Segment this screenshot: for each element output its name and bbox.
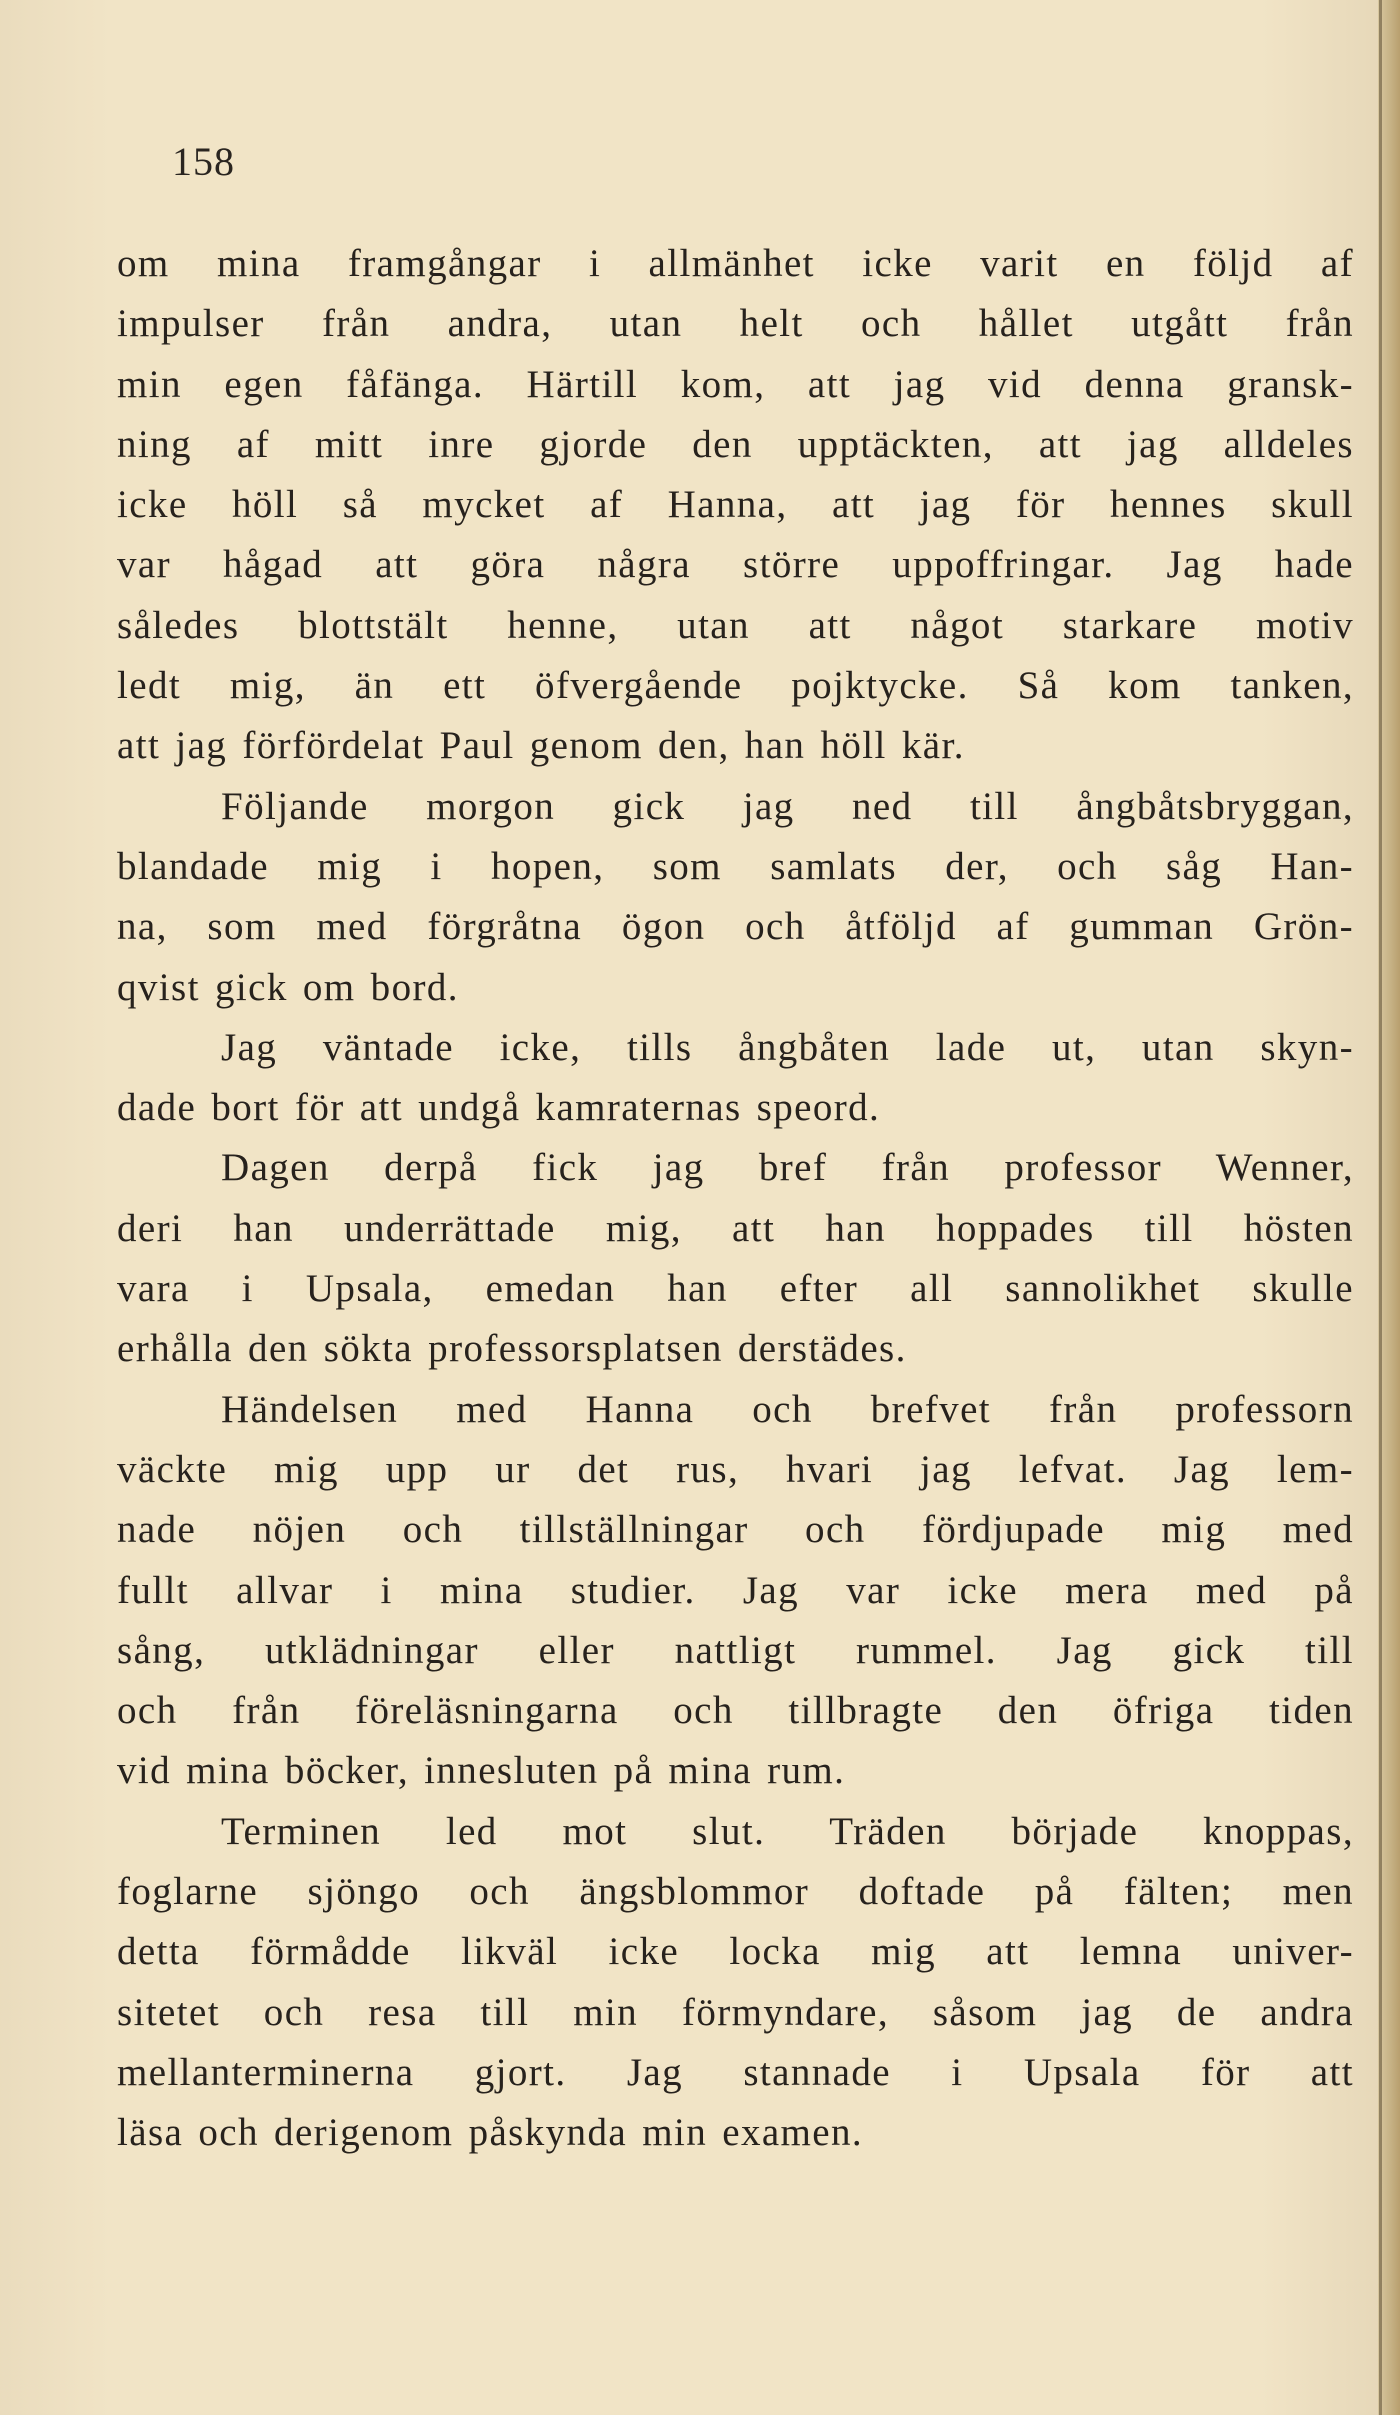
text-line: foglarne sjöngo och ängsblommor doftade på fälten; men — [117, 1870, 1354, 1914]
page-edge-line — [1379, 0, 1382, 2415]
text-line: icke höll så mycket af Hanna, att jag för hennes skull — [117, 483, 1354, 527]
text-line: erhålla den sökta professorsplatsen derstädes. — [117, 1327, 907, 1371]
text-line: vid mina böcker, innesluten på mina rum. — [117, 1749, 846, 1793]
text-line: Jag väntade icke, tills ångbåten lade ut, utan skyn- — [221, 1025, 1354, 1069]
text-line: mellanterminerna gjort. Jag stannade i Upsala för att — [117, 2050, 1354, 2094]
text-line: att jag förfördelat Paul genom den, han höll kär. — [117, 724, 965, 768]
text-line: detta förmådde likväl icke locka mig att lemna univer- — [117, 1930, 1354, 1974]
text-line: Terminen led mot slut. Träden började knoppas, — [221, 1809, 1354, 1853]
body-text — [117, 234, 1354, 2164]
text-line: fullt allvar i mina studier. Jag var icke mera med på — [117, 1568, 1354, 1612]
text-line: ning af mitt inre gjorde den upptäckten, att jag alldeles — [117, 422, 1354, 466]
text-line: deri han underrättade mig, att han hoppades till hösten — [117, 1206, 1354, 1250]
text-line: således blottstält henne, utan att något starkare motiv — [117, 603, 1354, 647]
text-line: och från föreläsningarna och tillbragte den öfriga tiden — [117, 1689, 1354, 1733]
text-line: vara i Upsala, emedan han efter all sannolikhet skulle — [117, 1267, 1354, 1311]
text-line: väckte mig upp ur det rus, hvari jag lefvat. Jag lem- — [117, 1447, 1354, 1491]
text-line: blandade mig i hopen, som samlats der, och såg Han- — [117, 844, 1354, 888]
text-line: min egen fåfänga. Härtill kom, att jag vid denna gransk- — [117, 362, 1354, 406]
page-number: 158 — [172, 139, 235, 184]
text-line: dade bort för att undgå kamraternas speord. — [117, 1086, 881, 1130]
text-line: sitetet och resa till min förmyndare, såsom jag de andra — [117, 1990, 1354, 2034]
text-line: qvist gick om bord. — [117, 965, 459, 1009]
text-line: ledt mig, än ett öfvergående pojktycke. Så kom tanken, — [117, 664, 1354, 708]
text-line: impulser från andra, utan helt och hållet utgått från — [117, 302, 1354, 346]
text-line: na, som med förgråtna ögon och åtföljd af gumman Grön- — [117, 905, 1354, 949]
text-line: nade nöjen och tillställningar och fördjupade mig med — [117, 1508, 1354, 1552]
text-line: Händelsen med Hanna och brefvet från professorn — [221, 1387, 1354, 1431]
text-line: Följande morgon gick jag ned till ångbåtsbryggan, — [221, 784, 1354, 828]
text-line: läsa och derigenom påskynda min examen. — [117, 2111, 864, 2155]
text-line: Dagen derpå fick jag bref från professor Wenner, — [221, 1146, 1354, 1190]
text-line: var hågad att göra några större uppoffringar. Jag hade — [117, 543, 1354, 587]
text-line: om mina framgångar i allmänhet icke varit en följd af — [117, 242, 1354, 285]
text-line: sång, utklädningar eller nattligt rummel. Jag gick till — [117, 1628, 1354, 1672]
